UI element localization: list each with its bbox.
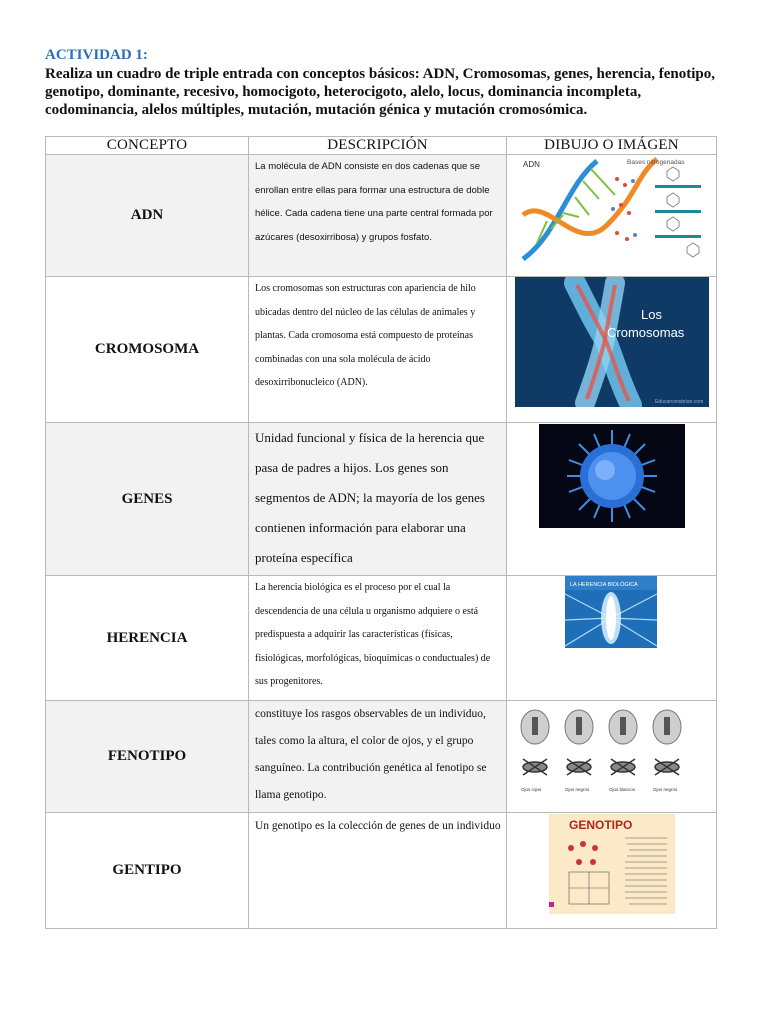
table-row — [46, 701, 717, 813]
image-gentipo — [507, 813, 717, 929]
activity-heading: ACTIVIDAD 1: — [45, 47, 148, 63]
fenotipo-caption-2: Ojos negros — [565, 787, 590, 792]
image-herencia — [507, 576, 717, 701]
table-row — [46, 423, 717, 576]
fenotipo-caption-3: Ojos blancos — [609, 787, 636, 792]
concept-adn: ADN — [46, 155, 249, 277]
chromosome-icon — [515, 277, 709, 407]
adn-image-caption: Bases nitrogenadas — [627, 159, 685, 166]
header-image: DIBUJO O IMÁGEN — [507, 137, 717, 155]
concept-gentipo: GENTIPO — [46, 813, 249, 929]
dna-helix-icon — [517, 155, 707, 261]
image-adn — [507, 155, 717, 277]
cromosoma-image-line1: Los — [641, 307, 662, 322]
fenotipo-caption-4: Ojos negros — [653, 787, 678, 792]
table-row — [46, 576, 717, 701]
description-cromosoma: Los cromosomas son estructuras con apariencia de hilo ubicadas dentro del núcleo de las células de animales y plantas. Cada cromosoma está compuesto de proteínas combinadas con una sola molécula de ácido desoxirribonucleico (ADN). — [249, 277, 507, 423]
header-concept: CONCEPTO — [46, 137, 249, 155]
image-fenotipo — [507, 701, 717, 813]
activity-instructions: Realiza un cuadro de triple entrada con conceptos básicos: ADN, Cromosomas, genes, herencia, fenotipo, genotipo, dominante, recesivo, homocigoto, heterocigoto, alelo, locus, dominancia incompleta, codominancia, alelos múltiples, mutación, mutación génica y mutación cromosómica. — [45, 66, 715, 118]
description-herencia: La herencia biológica es el proceso por el cual la descendencia de una célula u organismo adquiere o está predispuesta a adquirir las características (físicas, fisiológicas, morfológicas, bioquímicas o conductuales) de sus progenitores. — [249, 576, 507, 701]
concept-genes: GENES — [46, 423, 249, 576]
table-header-row — [46, 137, 717, 155]
virus-particle-icon — [539, 424, 685, 528]
image-cromosoma — [507, 277, 717, 423]
description-genes: Unidad funcional y física de la herencia que pasa de padres a hijos. Los genes son segmentos de ADN; la mayoría de los genes contienen información para elaborar una proteína específica — [249, 423, 507, 576]
image-genes — [507, 423, 717, 576]
concept-cromosoma: CROMOSOMA — [46, 277, 249, 423]
fenotipo-caption-1: Ojos rojos — [521, 787, 542, 792]
dna-tunnel-icon — [565, 576, 657, 648]
description-fenotipo: constituye los rasgos observables de un individuo, tales como la altura, el color de ojos, y el grupo sanguíneo. La contribución genética al fenotipo se llama genotipo. — [249, 701, 507, 813]
herencia-image-banner: LA HERENCIA BIOLÓGICA — [570, 582, 638, 588]
adn-image-label: ADN — [523, 160, 540, 169]
genotype-diagram-icon — [549, 814, 675, 914]
concept-fenotipo: FENOTIPO — [46, 701, 249, 813]
gentipo-image-title: GENOTIPO — [569, 818, 633, 832]
cromosoma-image-watermark: Educarconsbrian.com — [655, 399, 704, 405]
concept-herencia: HERENCIA — [46, 576, 249, 701]
description-gentipo: Un genotipo es la colección de genes de un individuo — [249, 813, 507, 929]
concepts-table — [45, 136, 717, 929]
header-description: DESCRIPCIÓN — [249, 137, 507, 155]
description-adn: La molécula de ADN consiste en dos cadenas que se enrollan entre ellas para formar una estructura de doble hélice. Cada cadena tiene una parte central formada por azúcares (desoxirribosa) y grupos fosfato. — [249, 155, 507, 277]
fruit-fly-icon — [515, 703, 693, 795]
cromosoma-image-line2: Cromosomas — [607, 325, 685, 340]
table-row — [46, 277, 717, 423]
table-row — [46, 155, 717, 277]
table-row — [46, 813, 717, 929]
